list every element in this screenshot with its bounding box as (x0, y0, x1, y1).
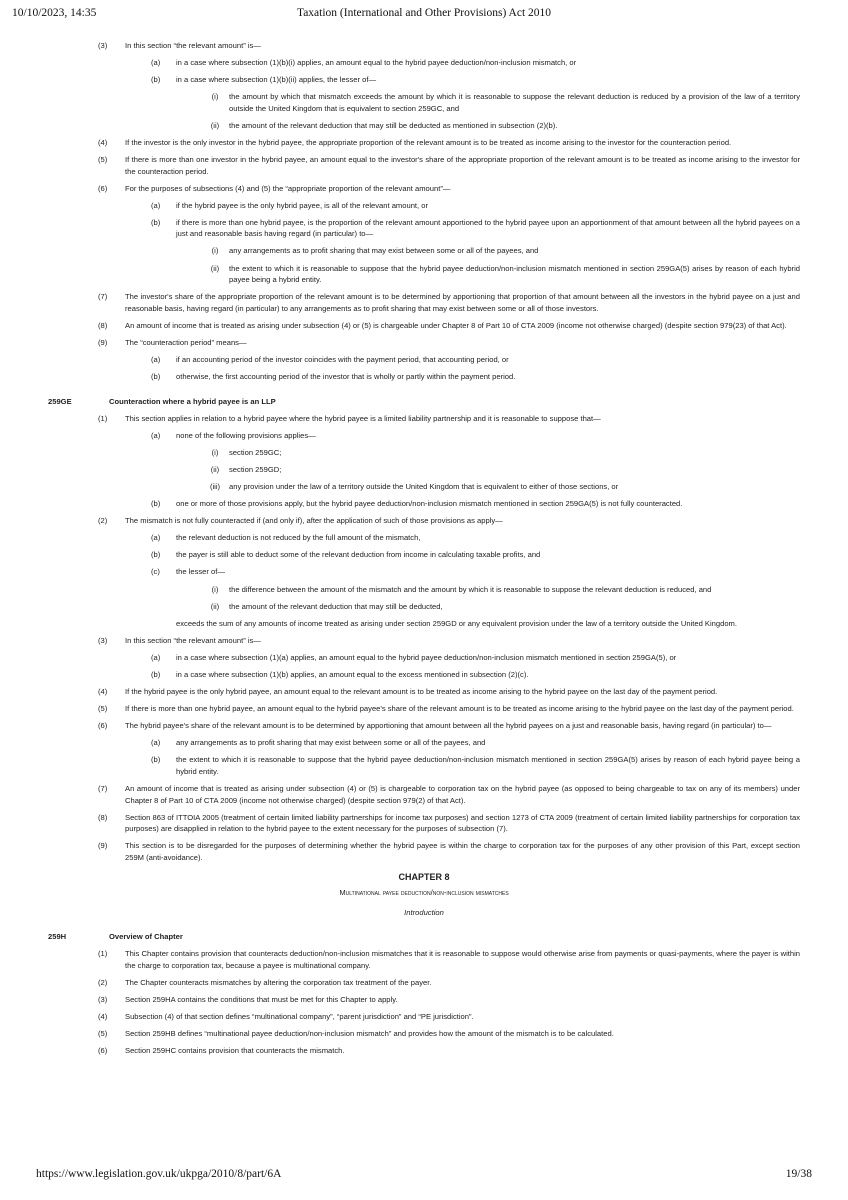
provision-text: In this section “the relevant amount” is— (125, 635, 261, 645)
chapter-subtitle: Multinational payee deduction/non-inclusion mismatches (339, 888, 509, 898)
provision-text: The hybrid payee's share of the relevant amount is to be determined by apportioning that amount between all the hybrid payees on a just and reasonable basis, having regard (in particular) to— (125, 721, 772, 731)
print-header (12, 7, 836, 23)
provision-paragraph (48, 74, 800, 86)
provision-number: (8) (98, 812, 108, 822)
provision-number: (3) (98, 635, 108, 645)
provision-paragraph (48, 263, 800, 286)
provision-paragraph (48, 601, 800, 613)
provision-paragraph (48, 618, 800, 630)
print-datetime: 10/10/2023, 14:35 (12, 7, 97, 19)
provision-number: (a) (151, 58, 161, 68)
section-title: Overview of Chapter (109, 932, 183, 942)
provision-text: if there is more than one hybrid payee, is the proportion of the relevant amount apportioned to the hybrid payee upon an apportionment of that amount between all the hybrid payees on a just and reasonable basis having regard (in particular) to— (176, 217, 800, 239)
provision-number: (i) (211, 584, 219, 594)
provision-number: (ii) (210, 464, 220, 474)
provision-number: (a) (151, 200, 161, 210)
provision-text: The mismatch is not fully counteracted if (and only if), after the application of such of those provisions as apply— (125, 516, 503, 526)
provision-number: (b) (151, 670, 161, 679)
provision-text: the amount of the relevant deduction that may still be deducted, (229, 601, 443, 611)
provision-number: (7) (98, 784, 108, 794)
provision-number: (9) (98, 337, 108, 347)
provision-number: (6) (98, 183, 108, 193)
provision-number: (b) (151, 75, 161, 85)
provision-text: The “counteraction period” means— (125, 337, 247, 347)
provision-paragraph (48, 754, 800, 777)
provision-number: (9) (98, 841, 108, 851)
provision-paragraph (48, 137, 800, 149)
section-heading (48, 396, 800, 408)
provision-text: the extent to which it is reasonable to suppose that the hybrid payee deduction/non-inclusion mismatch mentioned in section 259GA(5) arises by reason of each hybrid payee being a hybrid entity. (229, 263, 800, 285)
provision-paragraph (48, 447, 800, 459)
provision-number: (6) (98, 721, 108, 731)
provision-paragraph (48, 669, 800, 681)
provision-paragraph (48, 515, 800, 527)
provision-number: (7) (98, 292, 108, 302)
provision-number: (3) (98, 41, 108, 50)
provision-number: (1) (98, 413, 108, 423)
provision-paragraph (48, 291, 800, 314)
provision-number: (a) (151, 738, 161, 748)
provision-text: section 259GC; (229, 447, 282, 457)
provision-number: (b) (151, 755, 161, 765)
provision-paragraph (48, 91, 800, 114)
provision-text: in a case where subsection (1)(b)(i) applies, an amount equal to the hybrid payee deduction/non-inclusion mismatch, or (176, 58, 577, 68)
provision-number: (5) (98, 704, 108, 714)
provision-text: Section 863 of ITTOIA 2005 (treatment of certain limited liability partnerships for income tax purposes) and section 1273 of CTA 2009 (treatment of certain limited liability partnerships for corporation tax purposes) are disapplied in relation to the hybrid payee to the extent necessary for the purposes of subsection (7). (125, 812, 800, 834)
provision-paragraph (48, 840, 800, 863)
provision-number: (iii) (209, 481, 221, 491)
provision-number: (b) (151, 372, 161, 381)
provision-text: In this section “the relevant amount” is— (125, 41, 261, 50)
provision-paragraph (48, 720, 800, 732)
provision-number: (ii) (210, 263, 220, 273)
provision-paragraph (48, 584, 800, 596)
provision-paragraph (48, 635, 800, 647)
provision-number: (4) (98, 1012, 108, 1022)
provision-paragraph (48, 812, 800, 835)
provision-number: (i) (211, 447, 219, 457)
provision-number: (a) (151, 533, 161, 543)
provision-text: in a case where subsection (1)(b) applies, an amount equal to the excess mentioned in subsection (2)(c). (176, 670, 529, 679)
print-footer (36, 1168, 812, 1184)
source-url: https://www.legislation.gov.uk/ukpga/2010/8/part/6A (36, 1168, 282, 1180)
provision-text: For the purposes of subsections (4) and (5) the “appropriate proportion of the relevant amount”— (125, 183, 451, 193)
provision-number: (5) (98, 155, 108, 165)
provision-paragraph (48, 481, 800, 493)
provision-number: (c) (151, 567, 160, 577)
provision-text: An amount of income that is treated as arising under subsection (4) or (5) is chargeable under Chapter 8 of Part 10 of CTA 2009 (income not otherwise charged) (despite section 979(23) of that Act). (125, 320, 787, 330)
part-heading-introduction: Introduction (404, 908, 444, 918)
provision-paragraph (48, 1011, 800, 1023)
provision-number: (ii) (210, 120, 220, 130)
provision-paragraph (48, 994, 800, 1006)
provision-text: the lesser of— (176, 567, 225, 577)
chapter-heading: CHAPTER 8 (398, 872, 450, 883)
provision-text: any arrangements as to profit sharing that may exist between some or all of the payees, and (176, 738, 486, 748)
provision-text: The investor's share of the appropriate proportion of the relevant amount is to be determined by apportioning that proportion of that amount between all the investors in the hybrid payee on a just and reasonable basis, having regard (in particular) to any arrangements as to profit sharing that may exist between some or all of those investors. (125, 292, 800, 313)
provision-number: (i) (211, 92, 219, 102)
provision-text: If the investor is the only investor in the hybrid payee, the appropriate proportion of the relevant amount is to be treated as income arising to the investor for the counteraction period. (125, 137, 732, 147)
provision-text: Subsection (4) of that section defines “multinational company”, “parent jurisdiction” and “PE jurisdiction”. (125, 1012, 474, 1022)
provision-text: in a case where subsection (1)(a) applies, an amount equal to the hybrid payee deduction/non-inclusion mismatch mentioned in section 259GA(5), or (176, 652, 677, 662)
section-heading (48, 931, 800, 943)
provision-number: (b) (151, 217, 161, 227)
provision-paragraph (48, 498, 800, 510)
provision-text: the relevant deduction is not reduced by the full amount of the mismatch, (176, 533, 421, 543)
provision-paragraph (48, 686, 800, 698)
provision-text: If there is more than one hybrid payee, an amount equal to the hybrid payee's share of the relevant amount is to be treated as income arising to the hybrid payee on the last day of the payment period. (125, 704, 794, 714)
provision-text: in a case where subsection (1)(b)(ii) applies, the lesser of— (176, 75, 377, 85)
provision-text: if the hybrid payee is the only hybrid payee, is all of the relevant amount, or (176, 200, 429, 210)
section-number: 259GE (48, 396, 72, 406)
provision-paragraph (48, 652, 800, 664)
provision-paragraph (48, 245, 800, 257)
provision-text: the payer is still able to deduct some of the relevant deduction from income in calculating taxable profits, and (176, 550, 541, 560)
provision-text: This Chapter contains provision that counteracts deduction/non-inclusion mismatches that it is reasonable to suppose would otherwise arise from payments or quasi-payments, where the payer is within the charge to corporation tax, because a payee is multinational company. (125, 949, 800, 970)
provision-paragraph (48, 783, 800, 806)
provision-number: (a) (151, 354, 161, 364)
provision-paragraph (48, 217, 800, 240)
provision-number: (1) (98, 949, 108, 959)
provision-number: (4) (98, 687, 108, 697)
provision-number: (a) (151, 430, 161, 440)
provision-text: This section applies in relation to a hybrid payee where the hybrid payee is a limited liability partnership and it is reasonable to suppose that— (125, 413, 601, 423)
provision-number: (3) (98, 995, 108, 1005)
provision-text: none of the following provisions applies— (176, 430, 316, 440)
provision-paragraph (48, 371, 800, 383)
provision-text: Section 259HC contains provision that counteracts the mismatch. (125, 1046, 345, 1056)
provision-number: (i) (211, 246, 219, 256)
provision-paragraph (48, 464, 800, 476)
page-number: 19/38 (785, 1168, 812, 1180)
provision-paragraph (48, 737, 800, 749)
provision-number: (4) (98, 137, 108, 147)
provision-text: the extent to which it is reasonable to suppose that the hybrid payee deduction/non-inclusion mismatch mentioned in section 259GA(5) arises by reason of each hybrid payee being a hybrid entity. (176, 755, 800, 776)
provision-paragraph (48, 320, 800, 332)
provision-text: any arrangements as to profit sharing that may exist between some or all of the payees, and (229, 246, 539, 256)
provision-paragraph (48, 532, 800, 544)
provision-paragraph (48, 703, 800, 715)
provision-paragraph (48, 1045, 800, 1057)
provision-paragraph (48, 977, 800, 989)
provision-paragraph (48, 200, 800, 212)
provision-text: If there is more than one investor in the hybrid payee, an amount equal to the investor's share of the appropriate proportion of the relevant amount is to be treated as income arising to the investor for the counteraction period. (125, 155, 800, 176)
provision-number: (6) (98, 1046, 108, 1056)
provision-paragraph (48, 549, 800, 561)
provision-number: (5) (98, 1029, 108, 1039)
document-body (48, 40, 800, 1062)
provision-paragraph (48, 154, 800, 177)
provision-text: Section 259HA contains the conditions that must be met for this Chapter to apply. (125, 995, 398, 1005)
provision-text: section 259GD; (229, 464, 282, 474)
provision-paragraph (48, 430, 800, 442)
provision-text: the difference between the amount of the mismatch and the amount by which it is reasonable to suppose the relevant deduction is reduced, and (229, 584, 712, 594)
provision-paragraph (48, 413, 800, 425)
provision-number: (ii) (210, 601, 220, 611)
provision-text: An amount of income that is treated as arising under subsection (4) or (5) is chargeable to corporation tax on the hybrid payee (as opposed to being chargeable to tax on any of its members) under Chapter 8 of Part 10 of CTA 2009 (income not otherwise charged) (despite section 979(2) of that Act). (125, 784, 800, 805)
provision-paragraph (48, 1028, 800, 1040)
provision-paragraph (48, 354, 800, 366)
provision-number: (b) (151, 550, 161, 560)
provision-paragraph (48, 337, 800, 349)
section-number: 259H (48, 932, 67, 942)
provision-text: This section is to be disregarded for the purposes of determining whether the hybrid payee is within the charge to corporation tax for the purposes of any other provision of this Part, except section 259M (anti-avoidance). (125, 841, 800, 862)
provision-text: exceeds the sum of any amounts of income treated as arising under section 259GD or any equivalent provision under the law of a territory outside the United Kingdom. (176, 618, 737, 628)
provision-paragraph (48, 40, 800, 52)
provision-text: The Chapter counteracts mismatches by altering the corporation tax treatment of the payer. (125, 977, 432, 987)
provision-paragraph (48, 183, 800, 195)
provision-text: one or more of those provisions apply, but the hybrid payee deduction/non-inclusion mismatch mentioned in section 259GA(5) is not fully counteracted. (176, 499, 683, 509)
provision-paragraph (48, 57, 800, 69)
provision-text: the amount by which that mismatch exceeds the amount by which it is reasonable to suppose the relevant deduction is reduced by a provision of the law of a territory outside the United Kingdom that is equivalent to section 259GC, and (229, 92, 800, 113)
section-title: Counteraction where a hybrid payee is an LLP (109, 396, 276, 406)
provision-text: otherwise, the first accounting period of the investor that is wholly or partly within the payment period. (176, 372, 516, 381)
provision-number: (2) (98, 977, 108, 987)
provision-text: the amount of the relevant deduction that may still be deducted as mentioned in subsection (2)(b). (229, 120, 558, 130)
provision-paragraph (48, 566, 800, 578)
provision-number: (a) (151, 652, 161, 662)
provision-text: any provision under the law of a territory outside the United Kingdom that is equivalent to either of those sections, or (229, 481, 619, 491)
provision-text: If the hybrid payee is the only hybrid payee, an amount equal to the relevant amount is to be treated as income arising to the hybrid payee on the last day of the payment period. (125, 687, 718, 697)
document-title: Taxation (International and Other Provisions) Act 2010 (296, 7, 552, 19)
provision-number: (b) (151, 499, 161, 509)
provision-text: if an accounting period of the investor coincides with the payment period, that accounting period, or (176, 354, 509, 364)
provision-text: Section 259HB defines “multinational payee deduction/non-inclusion mismatch” and provides how the amount of the mismatch is to be calculated. (125, 1029, 614, 1039)
provision-paragraph (48, 948, 800, 971)
provision-paragraph (48, 120, 800, 132)
provision-number: (2) (98, 516, 108, 526)
provision-number: (8) (98, 320, 108, 330)
